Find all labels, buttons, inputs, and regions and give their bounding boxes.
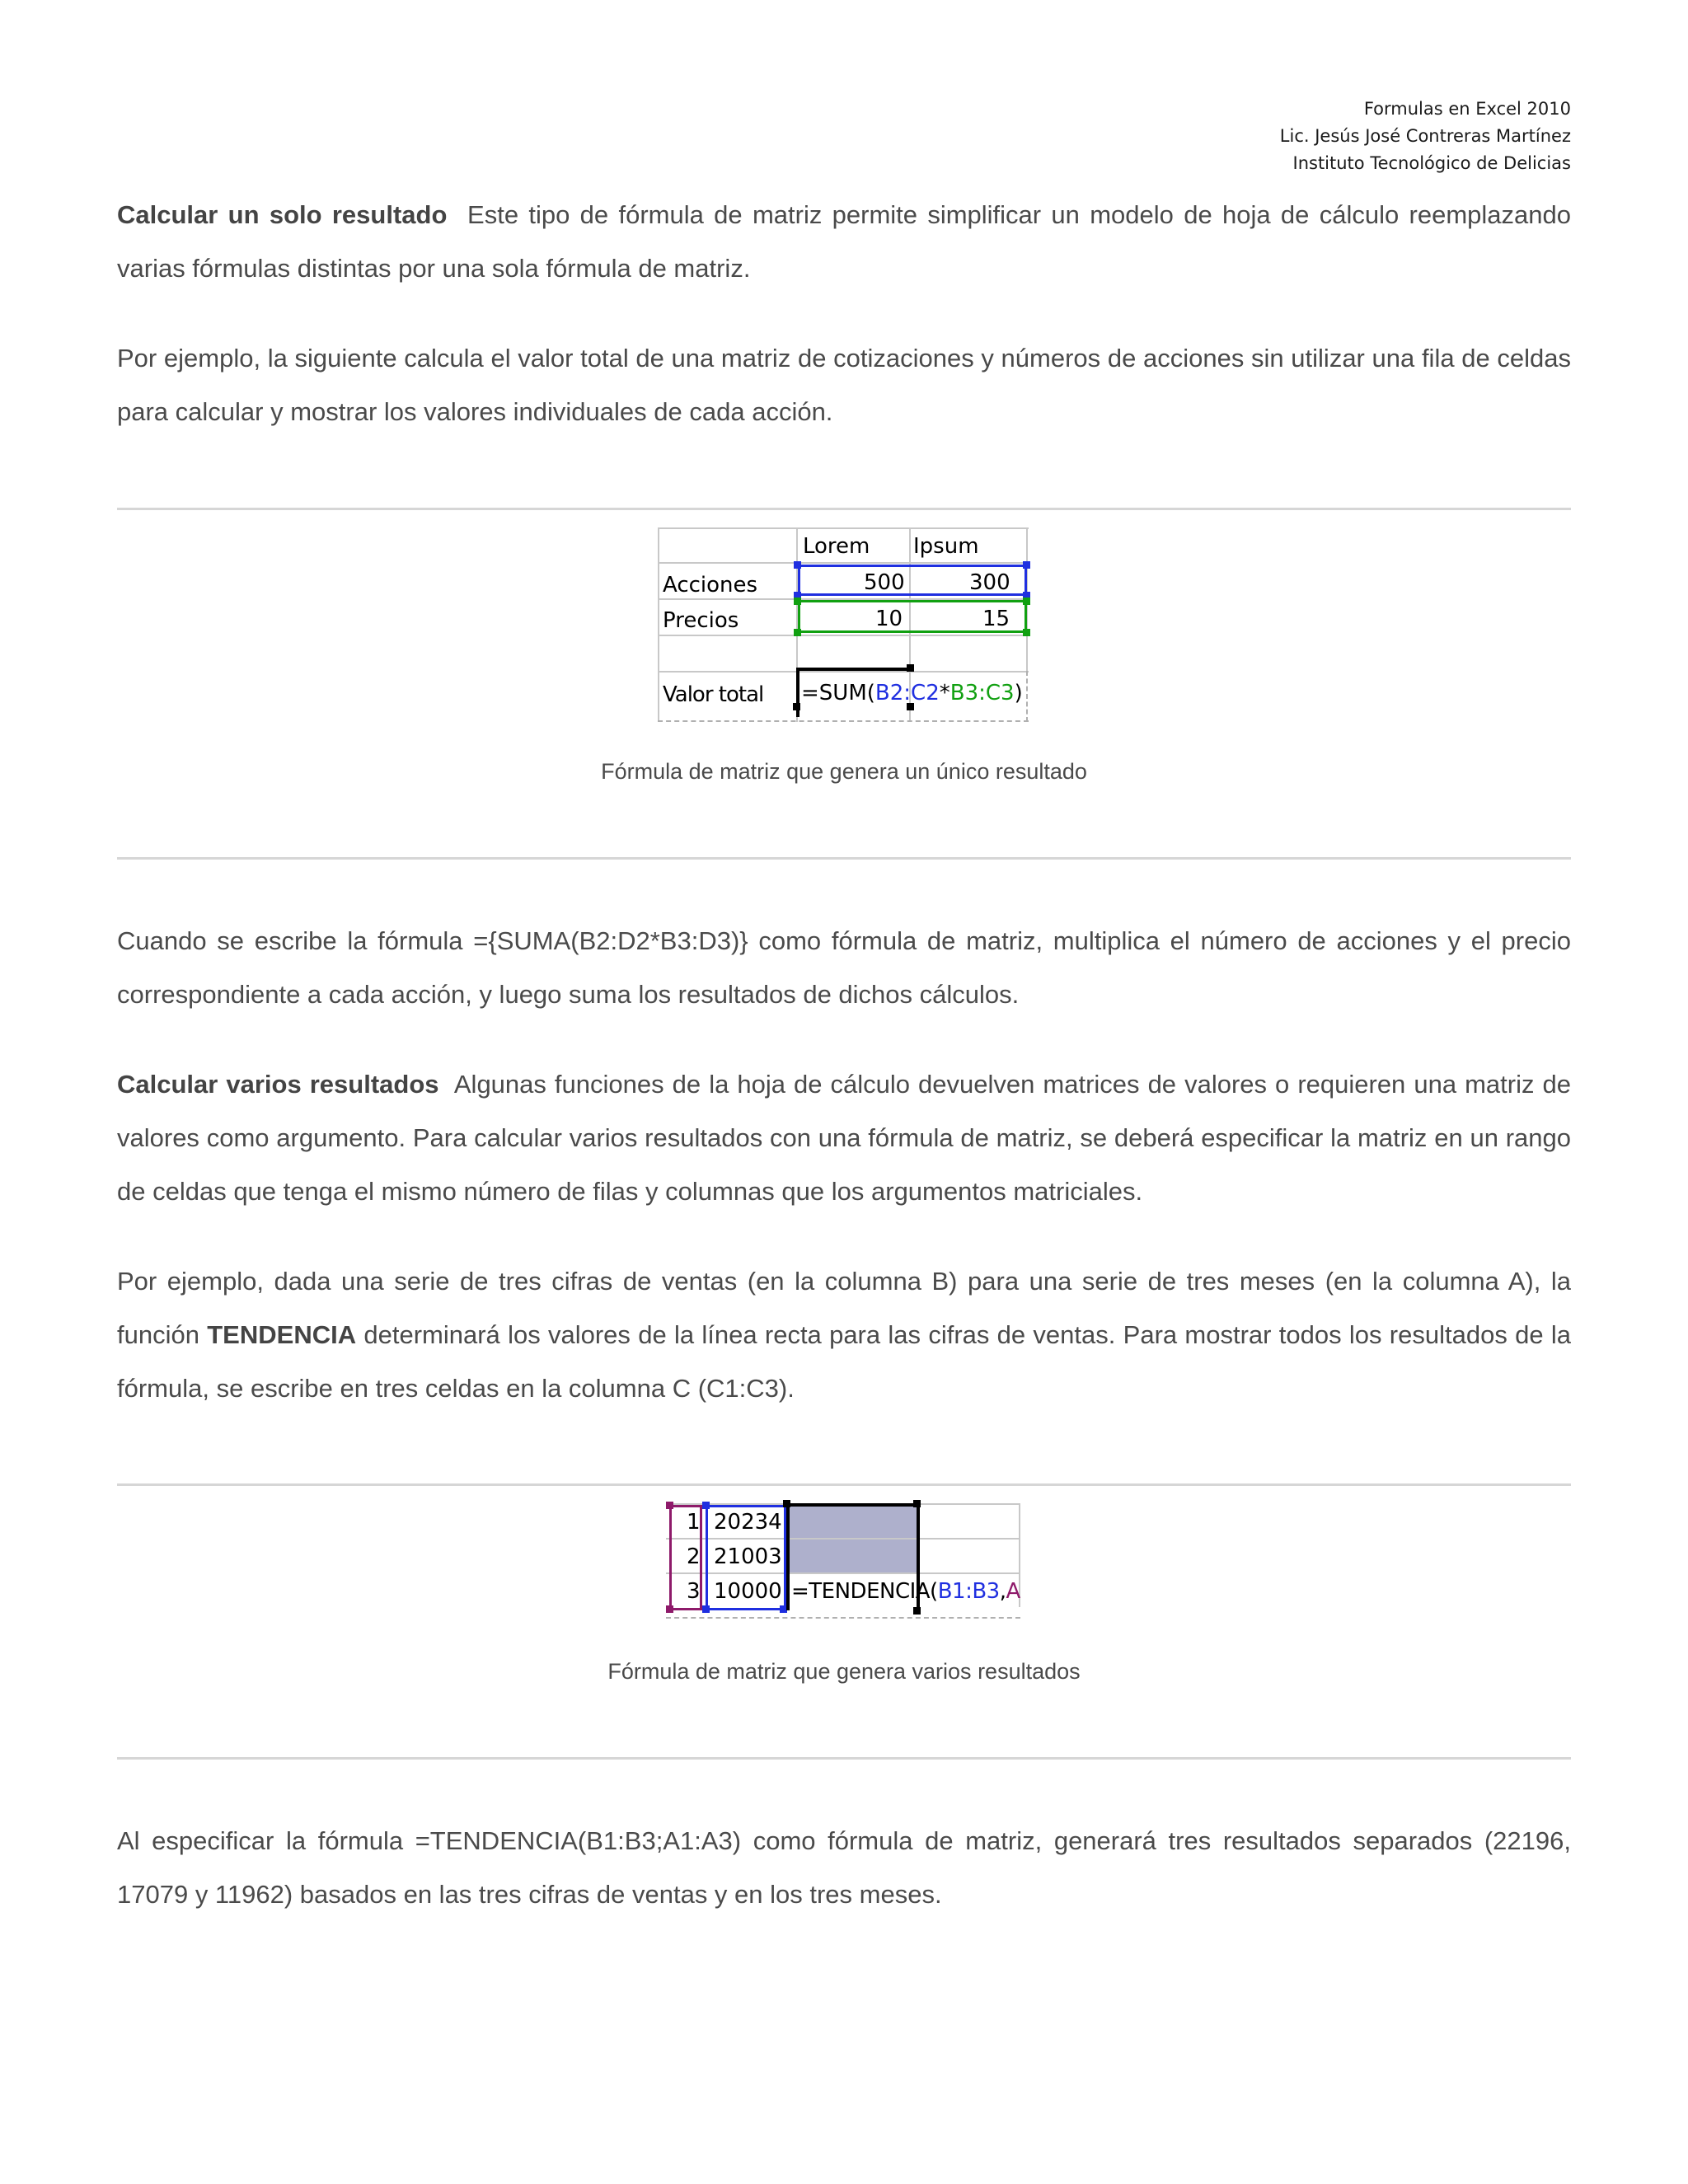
cell-acciones-ipsum: 300 — [969, 570, 1010, 595]
cell-acciones-lorem: 500 — [864, 570, 905, 595]
figure-caption-single-result: Fórmula de matriz que genera un único resultado — [601, 759, 1087, 784]
section-heading-single-result: Calcular un solo resultado — [117, 200, 448, 229]
paragraph-suma-explanation: Cuando se escribe la fórmula ={SUMA(B2:D2*B3:D3)} como fórmula de matriz, multiplica el número de acciones y el precio correspondiente a cada acción, y luego suma los resultados de dichos cálculos. — [117, 926, 1571, 1009]
spreadsheet-figure-single-result — [658, 527, 1030, 724]
paragraph-example-1: Por ejemplo, la siguiente calcula el valor total de una matriz de cotizaciones y números de acciones sin utilizar una fila de celdas para calcular y mostrar los valores individuales de cada acción. — [117, 344, 1571, 426]
divider — [117, 857, 1571, 860]
section-heading-multiple-results: Calcular varios resultados — [117, 1070, 439, 1099]
paragraph-text: Algunas funciones de la hoja de cálculo devuelven matrices de valores o requieren una matriz de valores como argumento. Para calcular varios resultados con una fórmula de matriz, se deberá especificar la matriz en un rango de celdas que tenga el mismo número de filas y columnas que los argumentos matriciales. — [117, 1070, 1571, 1206]
range-highlight-b2-c2 — [798, 565, 1027, 596]
row-label-precios: Precios — [663, 608, 739, 633]
paragraph-single-result — [117, 188, 1571, 295]
row-number: 1 — [687, 1510, 701, 1535]
cell-precios-lorem: 10 — [875, 607, 903, 631]
paragraph-tendencia-example: Por ejemplo, dada una serie de tres cifras de ventas (en la columna B) para una serie de tres meses (en la columna A), la función TENDENCIA determinará los valores de la línea recta para las cifras de ventas. Para mostrar todos los resultados de la fórmula, se escribe en tres celdas en la columna C (C1:C3). — [117, 1267, 1571, 1403]
header-title: Formulas en Excel 2010 — [1363, 99, 1571, 119]
cell-sales-value: 10000 — [714, 1579, 782, 1604]
divider — [117, 1483, 1571, 1486]
column-header-ipsum: Ipsum — [913, 534, 979, 559]
divider — [117, 508, 1571, 510]
row-label-valor-total: Valor total — [663, 682, 764, 707]
document-header — [1280, 96, 1571, 177]
formula-cell-tendencia: =TENDENCIA(B1:B3,A — [791, 1579, 1020, 1604]
cell-sales-value: 20234 — [714, 1510, 782, 1535]
header-author: Lic. Jesús José Contreras Martínez — [1279, 126, 1571, 146]
figure-caption-multiple-results: Fórmula de matriz que genera varios resultados — [607, 1659, 1081, 1684]
cell-sales-value: 21003 — [714, 1544, 782, 1569]
row-label-acciones: Acciones — [663, 573, 758, 598]
paragraph-multiple-results — [117, 1057, 1571, 1218]
header-institution: Instituto Tecnológico de Delicias — [1292, 153, 1571, 173]
column-header-lorem: Lorem — [803, 534, 870, 559]
range-highlight-b3-c3 — [798, 600, 1027, 633]
row-number: 3 — [687, 1579, 701, 1604]
formula-cell-sum: =SUM(B2:C2*B3:C3) — [801, 681, 1023, 705]
divider — [117, 1757, 1571, 1760]
keyword-tendencia: TENDENCIA — [207, 1320, 357, 1349]
cell-precios-ipsum: 15 — [982, 607, 1010, 631]
paragraph-text: Este tipo de fórmula de matriz permite simplificar un modelo de hoja de cálculo reemplazando varias fórmulas distintas por una sola fórmula de matriz. — [117, 200, 1571, 283]
paragraph-tendencia-results: Al especificar la fórmula =TENDENCIA(B1:B3;A1:A3) como fórmula de matriz, generará tres resultados separados (22196, 17079 y 11962) basados en las tres cifras de ventas y en los tres meses. — [117, 1826, 1571, 1909]
row-number: 2 — [687, 1544, 701, 1569]
spreadsheet-figure-multiple-results — [666, 1502, 1022, 1624]
